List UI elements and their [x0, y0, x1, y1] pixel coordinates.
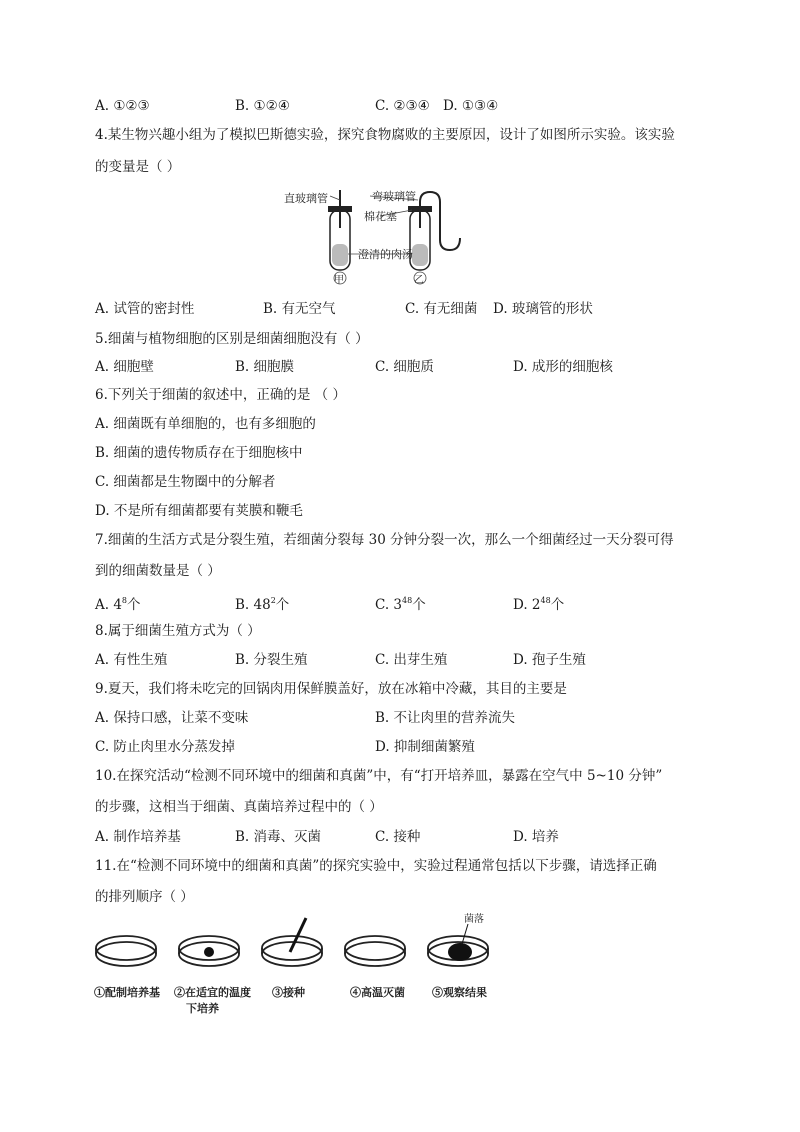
q11-step-1: ①配制培养基 — [94, 986, 160, 999]
q5-option-b: B. 细胞膜 — [235, 359, 295, 375]
q10-option-c: C. 接种 — [375, 829, 421, 845]
q6-option-a: A. 细菌既有单细胞的，也有多细胞的 — [95, 416, 316, 432]
q4-option-b: B. 有无空气 — [263, 301, 336, 317]
q4-option-a: A. 试管的密封性 — [95, 301, 195, 317]
q11-step-5: ⑤观察结果 — [432, 986, 487, 999]
q5-stem: 5.细菌与植物细胞的区别是细菌细胞没有（ ） — [95, 331, 369, 347]
q8-stem: 8.属于细菌生殖方式为（ ） — [95, 623, 261, 639]
q9-stem: 9.夏天，我们将未吃完的回锅肉用保鲜膜盖好，放在冰箱中冷藏，其目的主要是 — [95, 681, 567, 697]
q3-option-c: C. ②③④ — [375, 98, 430, 114]
q4-experiment-figure — [280, 188, 480, 288]
q4-label-jia: 甲 — [334, 275, 344, 286]
q6-option-d: D. 不是所有细菌都要有荚膜和鞭毛 — [95, 503, 303, 519]
q10-option-b: B. 消毒、灭菌 — [235, 829, 322, 845]
q8-option-a: A. 有性生殖 — [95, 652, 168, 668]
q8-option-b: B. 分裂生殖 — [235, 652, 308, 668]
q11-petri-dishes-drawing — [92, 912, 522, 984]
q8-option-d: D. 孢子生殖 — [513, 652, 586, 668]
q5-option-d: D. 成形的细胞核 — [513, 359, 613, 375]
q11-step-4: ④高温灭菌 — [350, 986, 405, 999]
q11-stem-line2: 的排列顺序（ ） — [95, 889, 194, 905]
q7-option-d: D. $2^{48}$个 — [513, 596, 565, 613]
q6-option-b: B. 细菌的遗传物质存在于细胞核中 — [95, 445, 303, 461]
q3-option-d: D. ①③④ — [443, 98, 499, 114]
q6-option-c: C. 细菌都是生物圈中的分解者 — [95, 474, 276, 490]
q5-option-c: C. 细胞质 — [375, 359, 434, 375]
q4-label-yi: 乙 — [414, 275, 424, 286]
q11-step-2-line2: 下培养 — [186, 1002, 219, 1015]
q7-stem-line1: 7.细菌的生活方式是分裂生殖，若细菌分裂每 30 分钟分裂一次，那么一个细菌经过一天分裂可得 — [95, 532, 674, 548]
q11-label-colony: 菌落 — [464, 914, 484, 925]
q10-stem-line2: 的步骤，这相当于细菌、真菌培养过程中的（ ） — [95, 799, 383, 815]
q5-option-a: A. 细胞壁 — [95, 359, 154, 375]
q9-option-b: B. 不让肉里的营养流失 — [375, 710, 516, 726]
q3-option-b: B. ①②④ — [235, 98, 290, 114]
q4-option-d: D. 玻璃管的形状 — [493, 301, 593, 317]
q11-steps-figure — [92, 912, 522, 1022]
q4-stem-line2: 的变量是（ ） — [95, 159, 181, 175]
q4-label-straight-tube: 直玻璃管 — [284, 192, 328, 205]
q7-option-a: A. $4^8$个 — [95, 596, 141, 613]
q7-option-b: B. $48^2$个 — [235, 596, 290, 613]
q9-option-c: C. 防止肉里水分蒸发掉 — [95, 739, 235, 755]
q8-option-c: C. 出芽生殖 — [375, 652, 448, 668]
q4-option-c: C. 有无细菌 — [405, 301, 478, 317]
q11-step-3: ③接种 — [272, 986, 305, 999]
q10-option-d: D. 培养 — [513, 829, 559, 845]
q7-option-c: C. $3^{48}$个 — [375, 596, 426, 613]
q9-option-d: D. 抑制细菌繁殖 — [375, 739, 475, 755]
q7-stem-line2: 到的细菌数量是（ ） — [95, 563, 221, 579]
q3-option-a: A. ①②③ — [95, 98, 150, 114]
q11-stem-line1: 11.在“检测不同环境中的细菌和真菌”的探究实验中，实验过程通常包括以下步骤，请选择正确 — [95, 858, 657, 874]
q4-label-cotton: 棉花塞 — [364, 210, 397, 223]
q4-label-bent-tube: 弯玻璃管 — [372, 190, 416, 203]
q4-stem-line1: 4.某生物兴趣小组为了模拟巴斯德实验，探究食物腐败的主要原因，设计了如图所示实验。该实验 — [95, 127, 675, 143]
q6-stem: 6.下列关于细菌的叙述中，正确的是 （ ） — [95, 387, 346, 403]
q10-stem-line1: 10.在探究活动“检测不同环境中的细菌和真菌”中，有“打开培养皿，暴露在空气中 5~10 分钟” — [95, 768, 663, 784]
q9-option-a: A. 保持口感，让菜不变味 — [95, 710, 249, 726]
q4-label-broth: 澄清的肉汤 — [358, 248, 413, 261]
q10-option-a: A. 制作培养基 — [95, 829, 181, 845]
q11-step-2-line1: ②在适宜的温度 — [174, 986, 251, 999]
